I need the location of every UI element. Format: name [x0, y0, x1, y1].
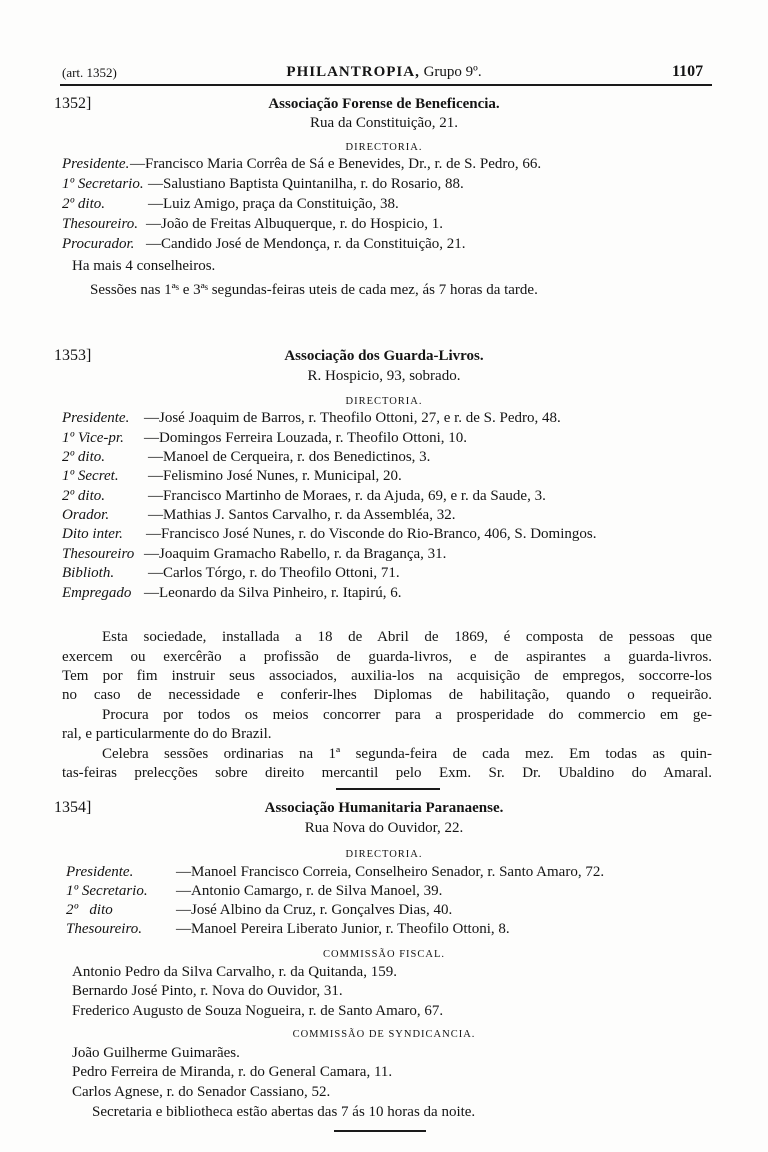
officer-text: —José Albino da Cruz, r. Gonçalves Dias, 40. — [176, 902, 453, 918]
section-heading: COMMISSÃO FISCAL. — [322, 949, 446, 960]
entry-address: R. Hospicio, 93, sobrado. — [307, 368, 461, 384]
officer-role: Thesoureiro — [62, 546, 135, 562]
officer-text: —Domingos Ferreira Louzada, r. Theofilo Ottoni, 10. — [144, 430, 467, 446]
officer-role: 2º dito — [66, 902, 113, 918]
entry-title: Associação Humanitaria Paranaense. — [264, 800, 504, 816]
officer-text: —Salustiano Baptista Quintanilha, r. do Rosario, 88. — [148, 176, 464, 192]
officer-text: —Manoel Francisco Correia, Conselheiro Senador, r. Santo Amaro, 72. — [176, 864, 605, 880]
entry-note: Ha mais 4 conselheiros. — [72, 258, 216, 274]
officer-role: 2º dito. — [62, 488, 105, 504]
entry-title: Associação Forense de Beneficencia. — [268, 96, 500, 112]
member-line: Antonio Pedro da Silva Carvalho, r. da Quitanda, 159. — [72, 964, 397, 980]
officer-role: 1º Secret. — [62, 468, 119, 484]
officer-role: Presidente. — [62, 410, 130, 426]
section-rule — [334, 1130, 426, 1132]
entry-note: Sessões nas 1ªˢ e 3ªˢ segundas-feiras uteis de cada mez, ás 7 horas da tarde. — [90, 282, 538, 298]
entry-title: Associação dos Guarda-Livros. — [284, 348, 484, 364]
paragraph-line: ral, e particularmente do do Brazil. — [62, 726, 272, 742]
paragraph-line: Procura por todos os meios concorrer para a prosperidade do commercio em ge- — [102, 707, 712, 723]
header-rule — [60, 84, 712, 86]
officer-role: 1º Secretario. — [66, 883, 148, 899]
officer-role: 2º dito. — [62, 196, 105, 212]
officer-text: —José Joaquim de Barros, r. Theofilo Ottoni, 27, e r. de S. Pedro, 48. — [144, 410, 561, 426]
section-heading: DIRECTORIA. — [345, 849, 423, 860]
member-line: João Guilherme Guimarães. — [72, 1045, 240, 1061]
member-line: Bernardo José Pinto, r. Nova do Ouvidor, 31. — [72, 983, 343, 999]
paragraph-line: Celebra sessões ordinarias na 1ª segunda-feira de cada mez. Em todas as quin- — [102, 746, 712, 762]
member-line: Pedro Ferreira de Miranda, r. do General Camara, 11. — [72, 1064, 393, 1080]
officer-text: —João de Freitas Albuquerque, r. do Hospicio, 1. — [146, 216, 444, 232]
page-number: 1107 — [672, 63, 704, 80]
officer-text: —Felismino José Nunes, r. Municipal, 20. — [148, 468, 402, 484]
officer-role: 2º dito. — [62, 449, 105, 465]
paragraph-line: no caso de necessidade e conferir-lhes Diplomas de habilitação, quando o requeirão. — [62, 687, 712, 703]
officer-role: Empregado — [62, 585, 132, 601]
header-article-ref: (art. 1352) — [62, 65, 117, 80]
officer-role: 1º Secretario. — [62, 176, 144, 192]
officer-text: —Carlos Tórgo, r. do Theofilo Ottoni, 71. — [148, 565, 400, 581]
paragraph-line: Esta sociedade, installada a 18 de Abril de 1869, é composta de pessoas que — [102, 629, 712, 645]
officer-role: 1º Vice-pr. — [62, 430, 124, 446]
officer-role: Thesoureiro. — [66, 921, 142, 937]
officer-role: Biblioth. — [62, 565, 115, 581]
officer-text: —Mathias J. Santos Carvalho, r. da Assembléa, 32. — [148, 507, 456, 523]
entry-number: 1354] — [54, 799, 92, 816]
paragraph-line: exercem ou exercêrão a profissão de guarda-livros, e de aspirantes a guarda-livros. — [62, 649, 712, 665]
officer-text: —Manoel Pereira Liberato Junior, r. Theofilo Ottoni, 8. — [176, 921, 510, 937]
officer-text: —Francisco José Nunes, r. do Visconde do Rio-Branco, 406, S. Domingos. — [146, 526, 597, 542]
officer-text: —Leonardo da Silva Pinheiro, r. Itapirú, 6. — [144, 585, 402, 601]
paragraph-line: Tem por fim instruir seus associados, auxilia-los na acquisição de empregos, soccorre-los — [62, 668, 712, 684]
header-title: PHILANTROPIA, — [286, 64, 420, 80]
entry-note: Secretaria e bibliotheca estão abertas das 7 ás 10 horas da noite. — [92, 1104, 476, 1120]
entry-address: Rua Nova do Ouvidor, 22. — [304, 820, 464, 836]
section-heading: DIRECTORIA. — [345, 396, 423, 407]
officer-role: Presidente. — [62, 156, 130, 172]
officer-text: —Joaquim Gramacho Rabello, r. da Bragança, 31. — [144, 546, 447, 562]
officer-text: —Manoel de Cerqueira, r. dos Benedictinos, 3. — [148, 449, 431, 465]
member-line: Carlos Agnese, r. do Senador Cassiano, 52. — [72, 1084, 331, 1100]
officer-role: Dito inter. — [62, 526, 123, 542]
officer-text: —Candido José de Mendonça, r. da Constituição, 21. — [146, 236, 466, 252]
officer-role: Presidente. — [66, 864, 134, 880]
entry-address: Rua da Constituição, 21. — [310, 115, 458, 131]
officer-text: —Francisco Martinho de Moraes, r. da Ajuda, 69, e r. da Saude, 3. — [148, 488, 546, 504]
running-title — [0, 63, 768, 81]
section-heading: DIRECTORIA. — [345, 142, 423, 153]
section-rule — [336, 788, 440, 790]
officer-text: —Francisco Maria Corrêa de Sá e Benevides, Dr., r. de S. Pedro, 66. — [130, 156, 542, 172]
member-line: Frederico Augusto de Souza Nogueira, r. de Santo Amaro, 67. — [72, 1003, 444, 1019]
officer-role: Thesoureiro. — [62, 216, 138, 232]
officer-role: Orador. — [62, 507, 110, 523]
officer-role: Procurador. — [62, 236, 135, 252]
paragraph-line: tas-feiras prelecções sobre direito mercantil pelo Exm. Sr. Dr. Ubaldino do Amaral. — [62, 765, 712, 781]
officer-text: —Antonio Camargo, r. de Silva Manoel, 39. — [176, 883, 443, 899]
header-group: Grupo 9º. — [423, 64, 482, 80]
section-heading: COMMISSÃO DE SYNDICANCIA. — [292, 1029, 476, 1040]
officer-text: —Luiz Amigo, praça da Constituição, 38. — [148, 196, 399, 212]
entry-number: 1352] — [54, 95, 92, 112]
entry-number: 1353] — [54, 347, 92, 364]
